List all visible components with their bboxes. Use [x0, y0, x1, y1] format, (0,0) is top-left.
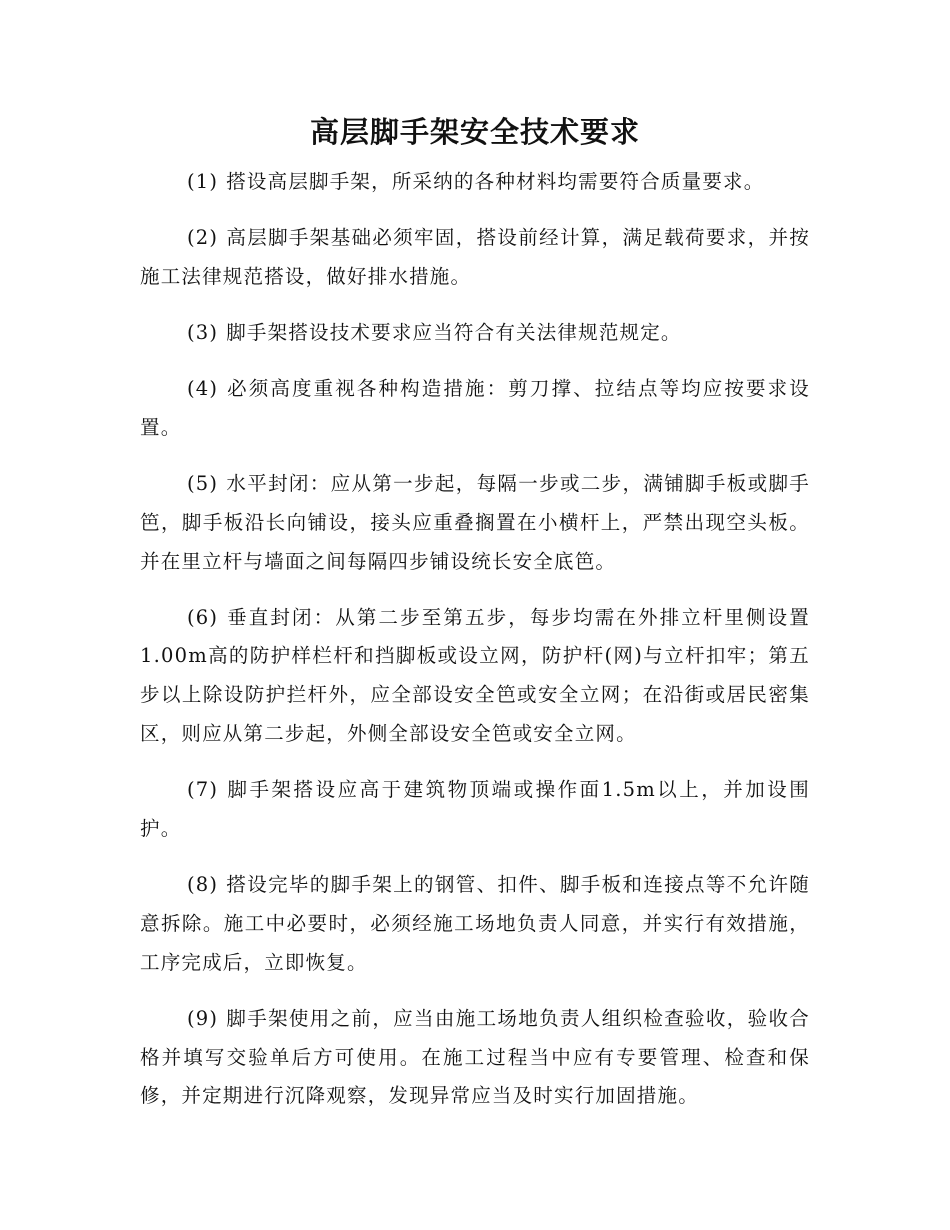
item-text: 必须高度重视各种构造措施：剪刀撑、拉结点等均应按要求设置。 — [140, 377, 810, 439]
item-number: (9) — [187, 1006, 219, 1030]
list-item — [140, 771, 810, 849]
list-item — [140, 599, 810, 754]
item-number: (8) — [187, 873, 219, 897]
document-body — [140, 163, 810, 1133]
item-text: 搭设高层脚手架，所采纳的各种材料均需要符合质量要求。 — [226, 170, 765, 193]
item-number: (2) — [187, 226, 219, 250]
item-text: 搭设完毕的脚手架上的钢管、扣件、脚手板和连接点等不允许随意拆除。施工中必要时，必须经施工场地负责人同意，并实行有效措施，工序完成后，立即恢复。 — [140, 873, 810, 974]
list-item — [140, 465, 810, 581]
list-item — [140, 314, 810, 353]
item-number: (3) — [187, 320, 219, 344]
list-item — [140, 370, 810, 448]
item-number: (5) — [187, 471, 219, 495]
list-item — [140, 866, 810, 982]
list-item — [140, 1000, 810, 1116]
item-text: 垂直封闭：从第二步至第五步，每步均需在外排立杆里侧设置1.00m高的防护样栏杆和挡脚板或设立网，防护杆(网)与立杆扣牢；第五步以上除设防护拦杆外，应全部设安全笆或安全立网；在沿街或居民密集区，则应从第二步起，外侧全部设安全笆或安全立网。 — [140, 605, 810, 746]
item-number: (6) — [187, 605, 219, 629]
list-item — [140, 219, 810, 297]
item-text: 脚手架搭设技术要求应当符合有关法律规范规定。 — [226, 320, 682, 344]
list-item — [140, 163, 810, 202]
item-text: 高层脚手架基础必须牢固，搭设前经计算，满足载荷要求，并按施工法律规范搭设，做好排水措施。 — [140, 226, 810, 288]
item-text: 水平封闭：应从第一步起，每隔一步或二步，满铺脚手板或脚手笆，脚手板沿长向铺设，接头应重叠搁置在小横杆上，严禁出现空头板。并在里立杆与墙面之间每隔四步铺设统长安全底笆。 — [140, 471, 810, 573]
item-number: (7) — [187, 778, 219, 802]
document-title: 高层脚手架安全技术要求 — [309, 115, 640, 149]
item-text: 脚手架使用之前，应当由施工场地负责人组织检查验收，验收合格并填写交验单后方可使用。在施工过程当中应有专要管理、检查和保修，并定期进行沉降观察，发现异常应当及时实行加固措施。 — [140, 1006, 810, 1108]
item-number: (4) — [187, 377, 219, 401]
item-text: 脚手架搭设应高于建筑物顶端或操作面1.5m以上，并加设围护。 — [140, 778, 810, 840]
item-number: (1) — [187, 170, 219, 193]
